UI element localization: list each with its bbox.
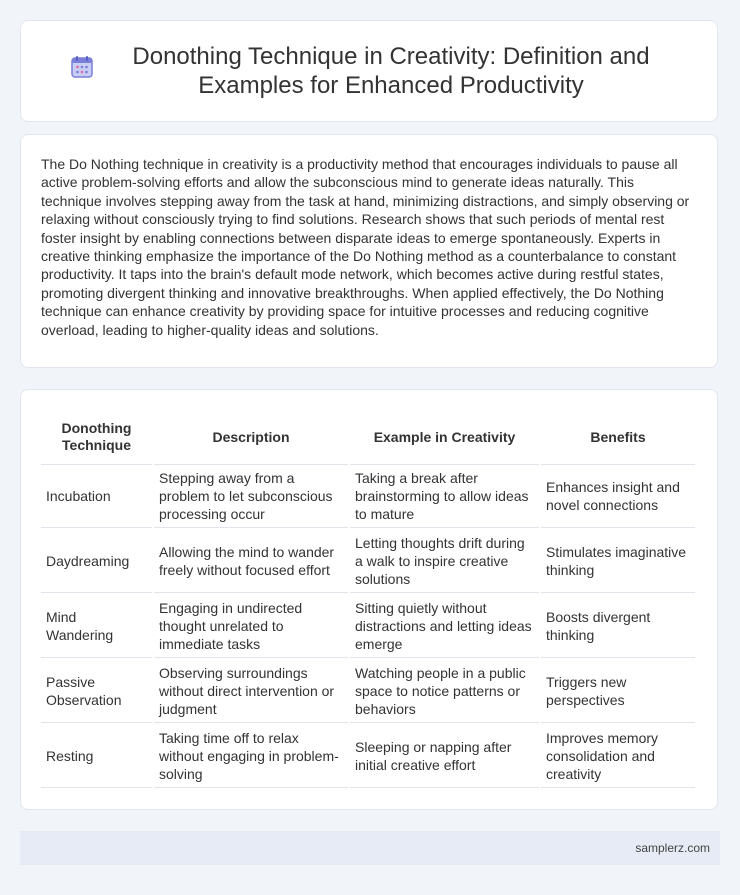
table-card bbox=[20, 389, 718, 810]
table-cell: Resting bbox=[41, 725, 152, 788]
table-row bbox=[41, 595, 695, 658]
table-cell: Triggers new perspectives bbox=[541, 660, 695, 723]
table-header-row bbox=[41, 412, 695, 462]
footer bbox=[20, 831, 720, 865]
table-cell: Enhances insight and novel connections bbox=[541, 464, 695, 528]
table-cell: Improves memory consolidation and creativity bbox=[541, 725, 695, 788]
table-cell: Daydreaming bbox=[41, 530, 152, 593]
table-cell: Passive Observation bbox=[41, 660, 152, 723]
page-title: Donothing Technique in Creativity: Definition and Examples for Enhanced Productivity bbox=[132, 43, 650, 99]
table-row bbox=[41, 530, 695, 593]
table-cell: Sitting quietly without distractions and letting ideas emerge bbox=[350, 595, 539, 658]
table-cell: Stepping away from a problem to let subconscious processing occur bbox=[154, 464, 348, 528]
title-wrap bbox=[69, 42, 669, 100]
intro-card bbox=[20, 134, 718, 368]
title-card bbox=[20, 20, 718, 122]
table-cell: Watching people in a public space to notice patterns or behaviors bbox=[350, 660, 539, 723]
table-row bbox=[41, 660, 695, 723]
table-cell: Observing surroundings without direct intervention or judgment bbox=[154, 660, 348, 723]
table-cell: Sleeping or napping after initial creative effort bbox=[350, 725, 539, 788]
table-cell: Boosts divergent thinking bbox=[541, 595, 695, 658]
table-cell: Taking time off to relax without engaging in problem-solving bbox=[154, 725, 348, 788]
table-cell: Stimulates imaginative thinking bbox=[541, 530, 695, 593]
column-header: Donothing Technique bbox=[61, 420, 132, 453]
calendar-icon bbox=[69, 54, 95, 80]
column-header: Description bbox=[212, 428, 290, 445]
table-cell: Allowing the mind to wander freely without focused effort bbox=[154, 530, 348, 593]
intro-paragraph: The Do Nothing technique in creativity is a productivity method that encourages individuals to pause all active problem-solving efforts and allow the subconscious mind to generate ideas naturally. This technique involves stepping away from the task at hand, minimizing distractions, and simply observing or relaxing without consciously trying to find solutions. Research shows that such periods of mental rest foster insight by enabling connections between disparate ideas to emerge spontaneously. Experts in creative thinking emphasize the importance of the Do Nothing method as a counterbalance to constant productivity. It taps into the brain's default mode network, which becomes active during restful states, promoting divergent thinking and innovative breakthroughs. When applied effectively, the Do Nothing technique can enhance creativity by providing space for intuitive processes and reducing cognitive overload, leading to higher-quality ideas and solutions. bbox=[41, 156, 690, 338]
column-header: Benefits bbox=[590, 428, 646, 445]
table-row bbox=[41, 464, 695, 528]
footer-site-link[interactable]: samplerz.com bbox=[635, 841, 710, 855]
table-cell: Engaging in undirected thought unrelated to immediate tasks bbox=[154, 595, 348, 658]
column-header: Example in Creativity bbox=[373, 428, 516, 445]
table-cell: Incubation bbox=[41, 464, 152, 528]
technique-table bbox=[39, 410, 697, 790]
table-cell: Mind Wandering bbox=[41, 595, 152, 658]
table-row bbox=[41, 725, 695, 788]
table-cell: Taking a break after brainstorming to allow ideas to mature bbox=[350, 464, 539, 528]
table-cell: Letting thoughts drift during a walk to inspire creative solutions bbox=[350, 530, 539, 593]
